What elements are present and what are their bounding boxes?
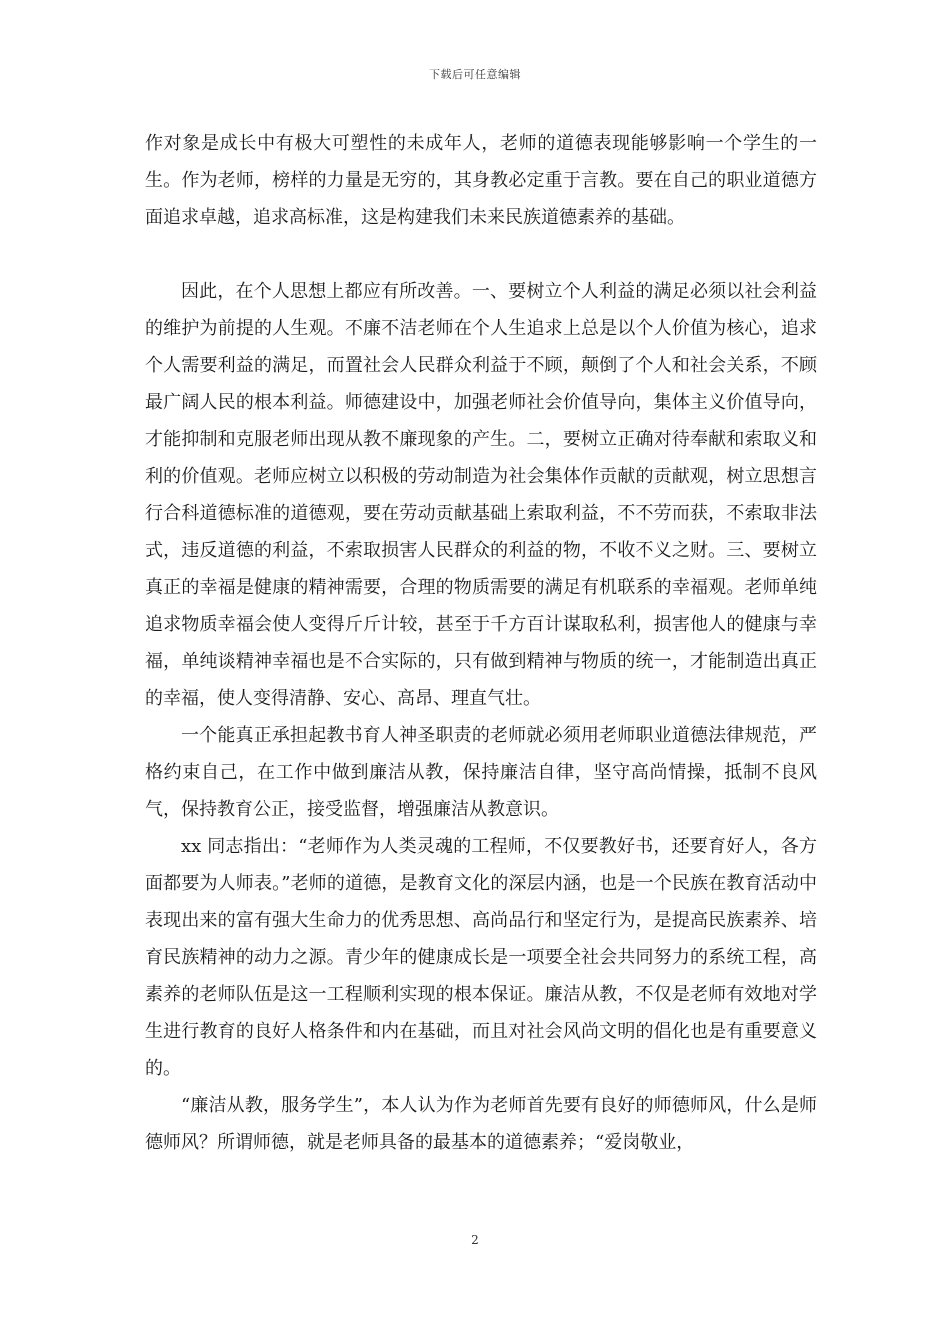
paragraph-spacer xyxy=(145,236,817,273)
paragraph-quote: xx 同志指出：“老师作为人类灵魂的工程师，不仅要教好书，还要育好人，各方面都要为人师表。”老师的道德，是教育文化的深层内涵，也是一个民族在教育活动中表现出来的富有强大生命力的优秀思想、高尚品行和坚定行为，是提高民族素养、培育民族精神的动力之源。青少年的健康成长是一项要全社会共同努力的系统工程，高素养的老师队伍是这一工程顺利实现的根本保证。廉洁从教，不仅是老师有效地对学生进行教育的良好人格条件和内在基础，而且对社会风尚文明的倡化也是有重要意义的。 xyxy=(145,836,817,1079)
paragraph-teacher-duty: 一个能真正承担起教书育人神圣职责的老师就必须用老师职业道德法律规范，严格约束自己，在工作中做到廉洁从教，保持廉洁自律，坚守高尚情操，抵制不良风气，保持教育公正，接受监督，增强廉洁从教意识。 xyxy=(145,725,817,820)
paragraph-integrity: “廉洁从教，服务学生”，本人认为作为老师首先要有良好的师德师风，什么是师德师风？所谓师德，就是老师具备的最基本的道德素养；“爱岗敬业， xyxy=(145,1095,817,1153)
page-header: 下载后可任意编辑 xyxy=(429,68,521,81)
page-number: 2 xyxy=(471,1233,479,1247)
document-body xyxy=(145,125,817,1161)
paragraph-continuation: 作对象是成长中有极大可塑性的未成年人，老师的道德表现能够影响一个学生的一生。作为老师，榜样的力量是无穷的，其身教必定重于言教。要在自己的职业道德方面追求卓越，追求高标准，这是构建我们未来民族道德素养的基础。 xyxy=(145,133,817,228)
paragraph-personal-thought: 因此，在个人思想上都应有所改善。一、要树立个人利益的满足必须以社会利益的维护为前提的人生观。不廉不洁老师在个人生追求上总是以个人价值为核心，追求个人需要利益的满足，而置社会人民群众利益于不顾，颠倒了个人和社会关系，不顾最广阔人民的根本利益。师德建设中，加强老师社会价值导向，集体主义价值导向，才能抑制和克服老师出现从教不廉现象的产生。二，要树立正确对待奉献和索取义和利的价值观。老师应树立以积极的劳动制造为社会集体作贡献的贡献观，树立思想言行合科道德标准的道德观，要在劳动贡献基础上索取利益，不不劳而获，不索取非法式，违反道德的利益，不索取损害人民群众的利益的物，不收不义之财。三、要树立真正的幸福是健康的精神需要，合理的物质需要的满足有机联系的幸福观。老师单纯追求物质幸福会使人变得斤斤计较，甚至于千方百计谋取私利，损害他人的健康与幸福，单纯谈精神幸福也是不合实际的，只有做到精神与物质的统一，才能制造出真正的幸福，使人变得清静、安心、高昂、理直气壮。 xyxy=(145,281,817,709)
